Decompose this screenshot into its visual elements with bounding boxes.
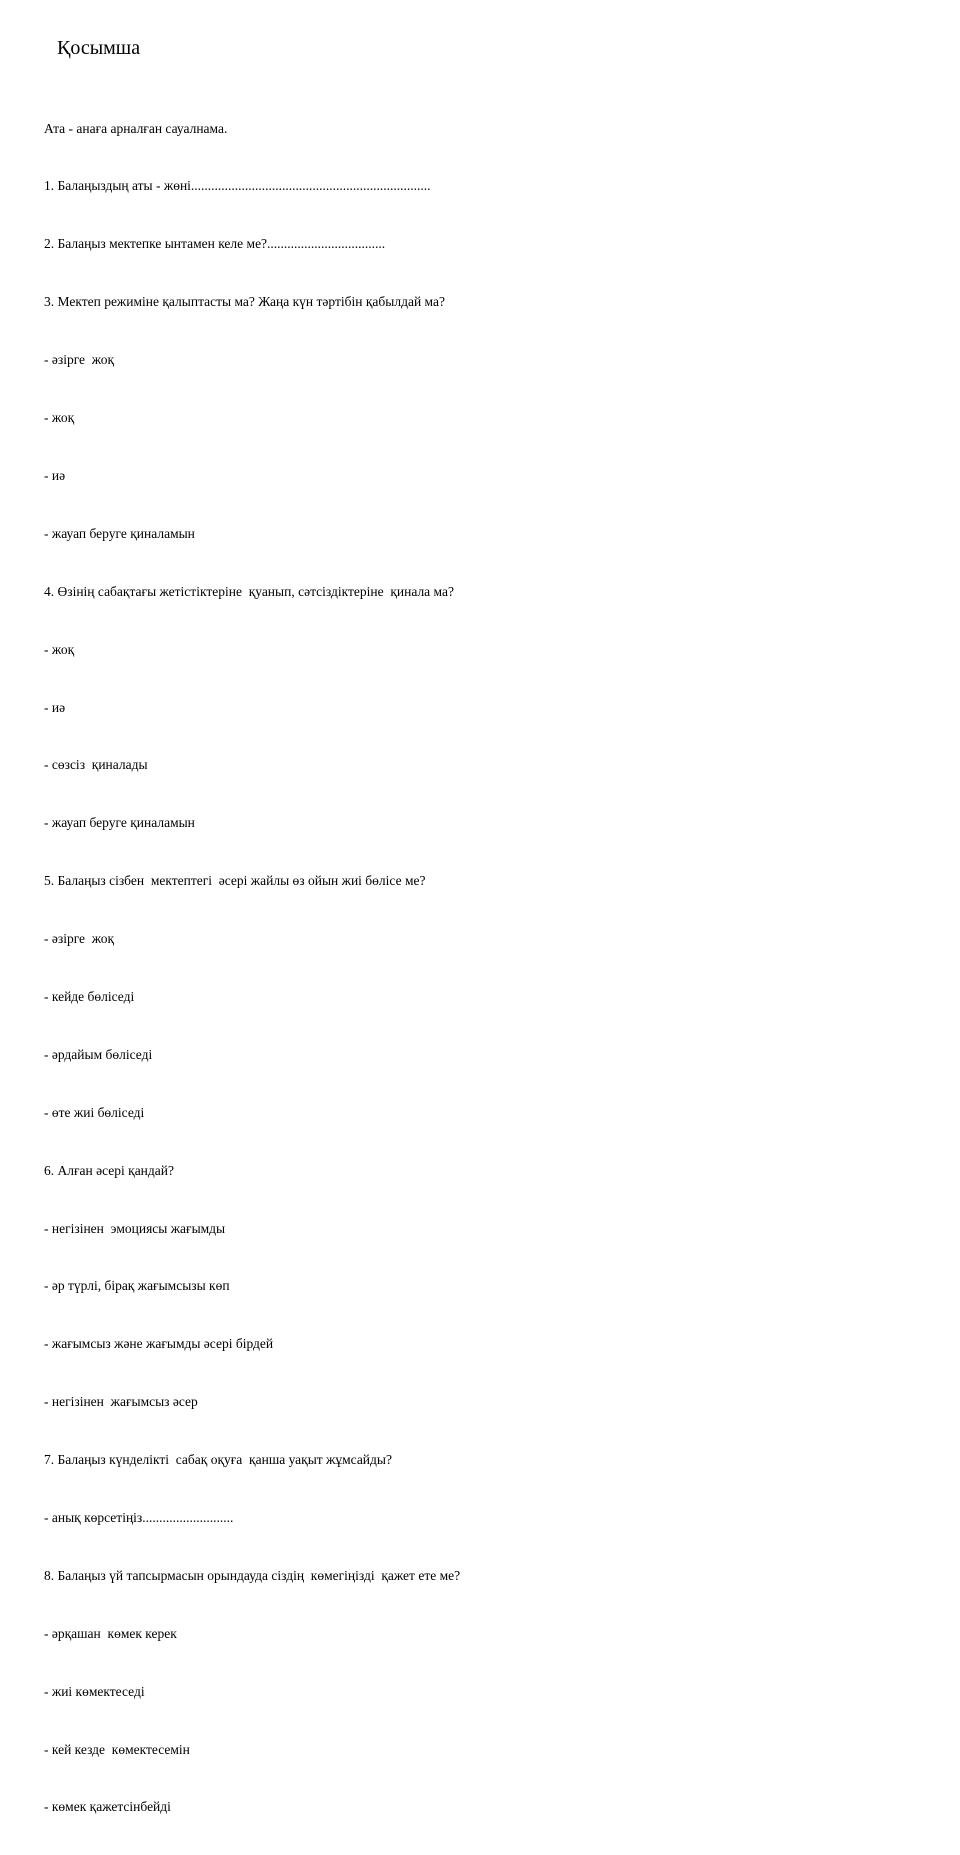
answer-option: - кейде бөліседі xyxy=(44,988,135,1004)
answer-option: - әрдайым бөліседі xyxy=(44,1046,153,1062)
answer-option: - жоқ xyxy=(44,641,75,657)
questionnaire-heading: Ата - анаға арналған сауалнама. xyxy=(44,120,228,136)
question-1: 1. Балаңыздың аты - жөні....................................................................... xyxy=(44,178,431,194)
answer-option: - жауап беруге қиналамын xyxy=(44,525,195,541)
answer-option: - иә xyxy=(44,699,66,715)
question-8: 8. Балаңыз үй тапсырмасын орындауда сіздің көмегіңізді қажет ете ме? xyxy=(44,1567,461,1583)
answer-option: - негізінен жағымсыз әсер xyxy=(44,1394,198,1410)
document-title: Қосымша xyxy=(57,37,141,59)
answer-option: - сөзсіз қиналады xyxy=(44,757,148,773)
question-2: 2. Балаңыз мектепке ынтамен келе ме?................................... xyxy=(44,236,386,252)
questionnaire-text xyxy=(44,80,460,1855)
answer-option: - иә xyxy=(44,467,66,483)
question-3: 3. Мектеп режиміне қалыптасты ма? Жаңа күн тәртібін қабылдай ма? xyxy=(44,294,445,310)
answer-option: - өте жиі бөліседі xyxy=(44,1104,145,1120)
answer-option: - негізінен эмоциясы жағымды xyxy=(44,1220,226,1236)
answer-option: - әзірге жоқ xyxy=(44,931,115,947)
question-6: 6. Алған әсері қандай? xyxy=(44,1162,174,1178)
answer-option: - көмек қажетсінбейді xyxy=(44,1799,171,1815)
answer-option: - анық көрсетіңіз........................... xyxy=(44,1509,234,1525)
question-4: 4. Өзінің сабақтағы жетістіктеріне қуанып, сәтсіздіктеріне қинала ма? xyxy=(44,583,454,599)
answer-option: - жауап беруге қиналамын xyxy=(44,815,195,831)
answer-option: - жағымсыз және жағымды әсері бірдей xyxy=(44,1336,274,1352)
answer-option: - әр түрлі, бірақ жағымсызы көп xyxy=(44,1278,230,1294)
question-7: 7. Балаңыз күнделікті сабақ оқуға қанша уақыт жұмсайды? xyxy=(44,1452,392,1468)
question-5: 5. Балаңыз сізбен мектептегі әсері жайлы өз ойын жиі бөлісе ме? xyxy=(44,873,426,889)
answer-option: - кей кезде көмектесемін xyxy=(44,1741,190,1757)
answer-option: - жиі көмектеседі xyxy=(44,1683,145,1699)
answer-option: - әзірге жоқ xyxy=(44,352,115,368)
answer-option: - әрқашан көмек керек xyxy=(44,1625,177,1641)
answer-option: - жоқ xyxy=(44,410,75,426)
